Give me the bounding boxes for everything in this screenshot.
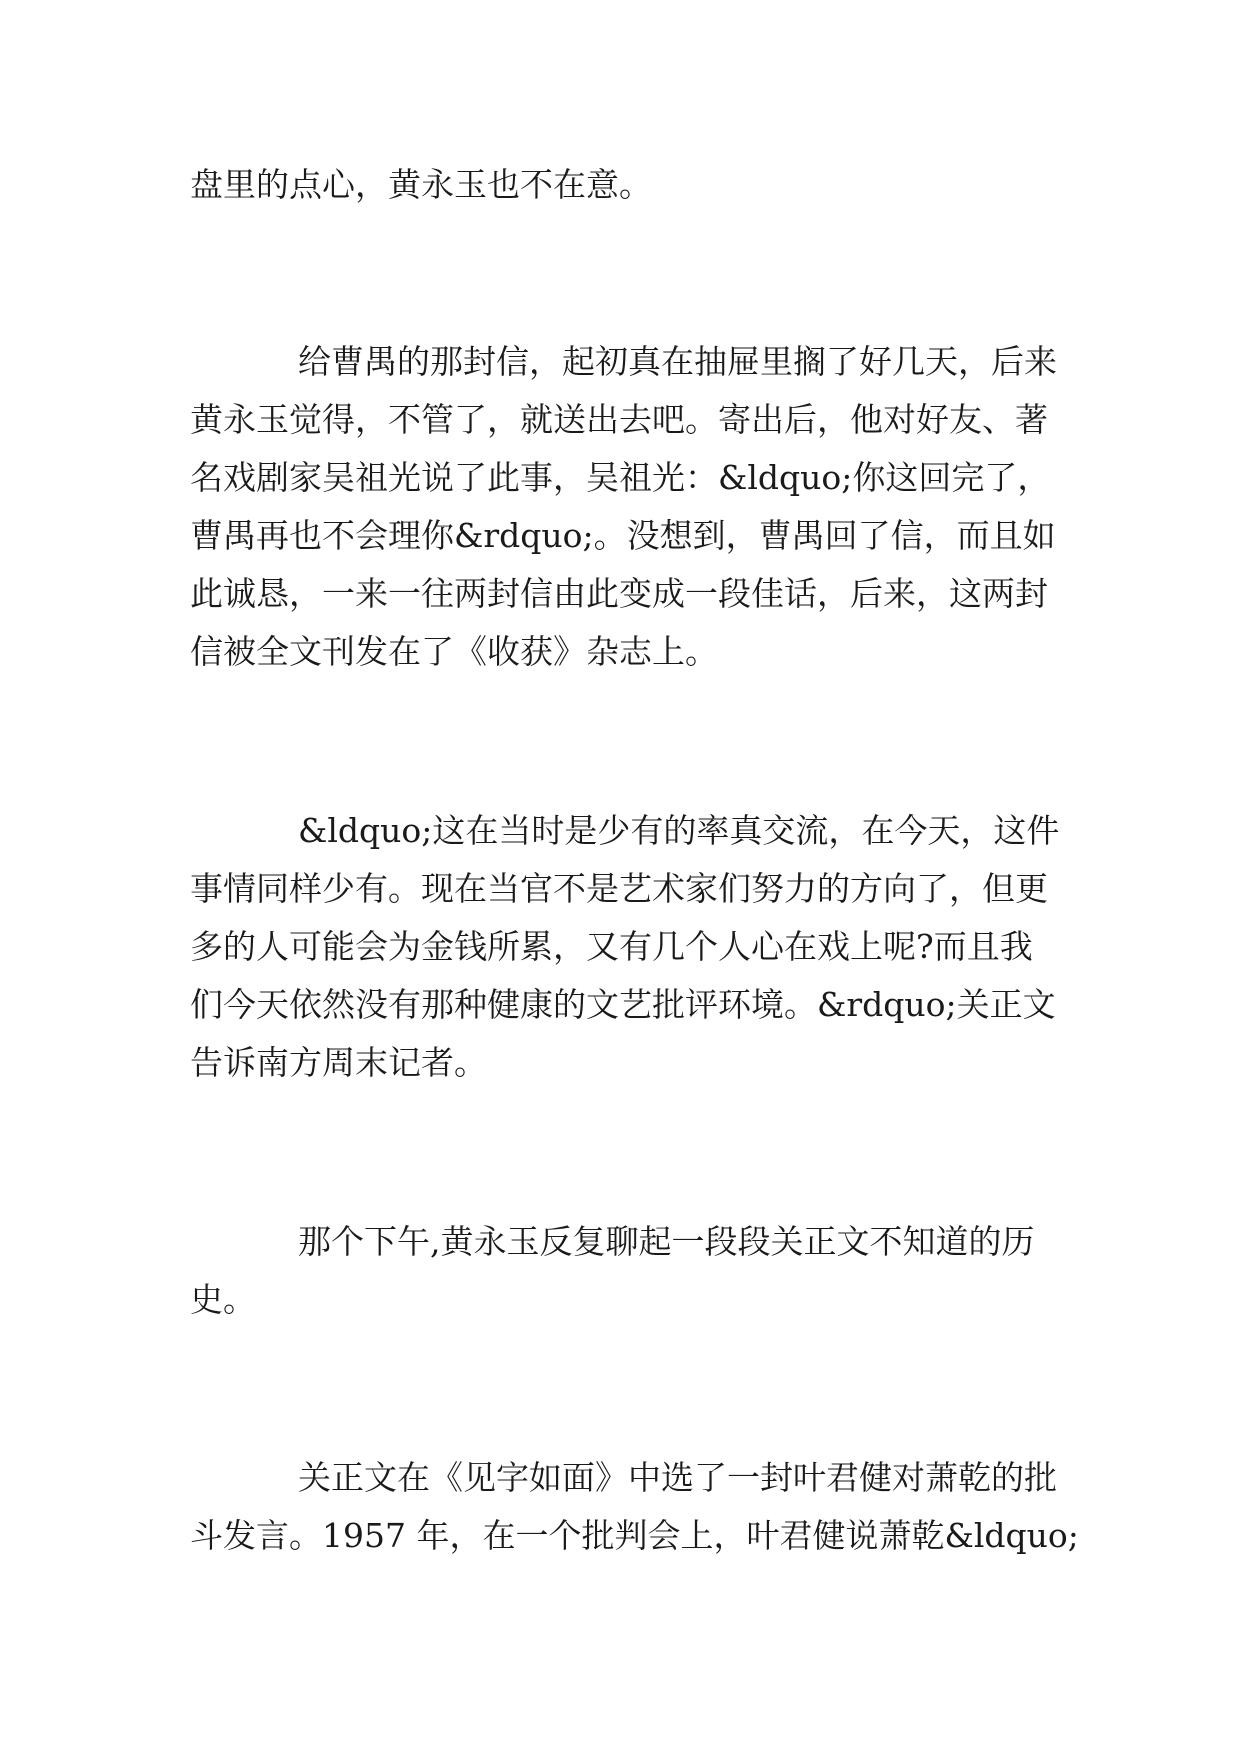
paragraph-3-line-2: 事情同样少有。现在当官不是艺术家们努力的方向了，但更 xyxy=(190,869,1048,908)
paragraph-1-line-1: 盘里的点心，黄永玉也不在意。 xyxy=(190,165,652,204)
paragraph-3-line-3: 多的人可能会为金钱所累，又有几个人心在戏上呢?而且我 xyxy=(190,927,1033,966)
paragraph-4-line-1: 那个下午,黄永玉反复聊起一段段关正文不知道的历 xyxy=(298,1222,1035,1261)
paragraph-3-line-1: &ldquo;这在当时是少有的率真交流，在今天，这件 xyxy=(298,811,1060,850)
paragraph-2-line-4: 曹禺再也不会理你&rdquo;。没想到，曹禺回了信，而且如 xyxy=(190,516,1056,555)
paragraph-2-line-3: 名戏剧家吴祖光说了此事，吴祖光：&ldquo;你这回完了， xyxy=(190,458,1051,497)
paragraph-3-line-5: 告诉南方周末记者。 xyxy=(190,1043,487,1082)
paragraph-3-line-4: 们今天依然没有那种健康的文艺批评环境。&rdquo;关正文 xyxy=(190,985,1056,1024)
paragraph-5-line-2: 斗发言。1957 年，在一个批判会上，叶君健说萧乾&ldquo; xyxy=(190,1516,1079,1555)
paragraph-2-line-5: 此诚恳，一来一往两封信由此变成一段佳话，后来，这两封 xyxy=(190,574,1048,613)
paragraph-2-line-2: 黄永玉觉得，不管了，就送出去吧。寄出后，他对好友、著 xyxy=(190,400,1048,439)
paragraph-2-line-1: 给曹禺的那封信，起初真在抽屉里搁了好几天，后来 xyxy=(298,342,1057,381)
paragraph-5-line-1: 关正文在《见字如面》中选了一封叶君健对萧乾的批 xyxy=(298,1458,1057,1497)
paragraph-4-line-2: 史。 xyxy=(190,1280,256,1319)
paragraph-2-line-6: 信被全文刊发在了《收获》杂志上。 xyxy=(190,632,718,671)
